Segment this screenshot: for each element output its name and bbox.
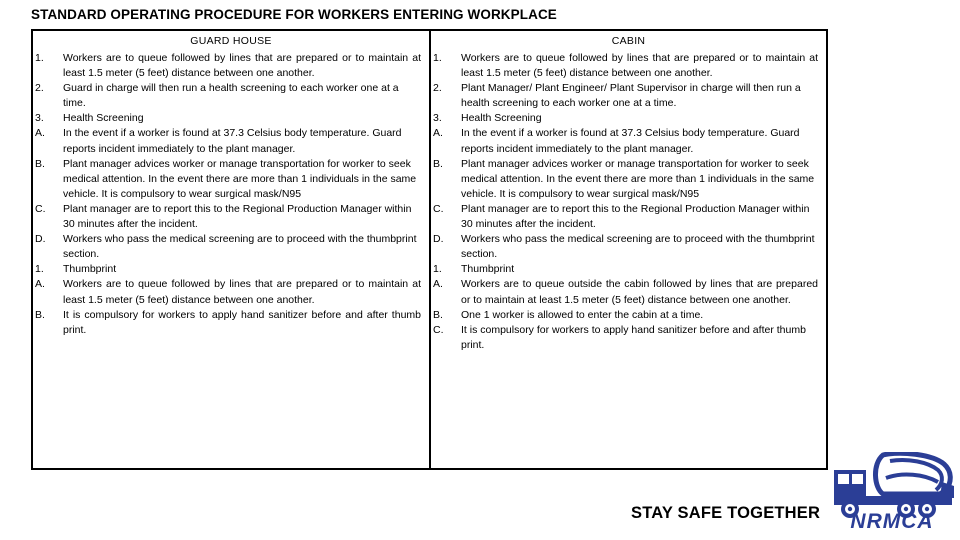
procedure-item-marker: 3. <box>35 112 44 125</box>
procedure-item-text: In the event if a worker is found at 37.3 Celsius body temperature. Guard reports incident immediately to the plant manager. <box>63 127 402 155</box>
procedure-item-text: Workers are to queue followed by lines that are prepared or to maintain at least 1.5 meter (5 feet) distance between one another. <box>63 52 421 80</box>
procedure-item-text: Thumbprint <box>63 263 117 276</box>
column-header-guard-house: GUARD HOUSE <box>190 35 272 47</box>
procedure-item <box>431 308 820 323</box>
footer-slogan: STAY SAFE TOGETHER <box>631 504 821 522</box>
procedure-item-text: Workers are to queue outside the cabin followed by lines that are prepared or to maintain at least 1.5 meter (5 feet) distance between one another. <box>461 278 818 306</box>
procedure-item-text: Thumbprint <box>461 263 515 276</box>
procedure-item <box>33 262 423 277</box>
procedure-item-text: Workers who pass the medical screening are to proceed with the thumbprint section. <box>461 233 815 261</box>
procedure-item <box>33 51 423 81</box>
procedure-item-marker: B. <box>433 157 443 170</box>
procedure-item-text: Plant manager are to report this to the Regional Production Manager within 30 minutes after the incident. <box>461 202 810 231</box>
procedure-item <box>33 232 423 262</box>
procedure-item <box>431 126 820 156</box>
procedure-item-marker: 2. <box>433 82 442 95</box>
procedure-item <box>33 277 423 307</box>
procedure-item-text: Plant Manager/ Plant Engineer/ Plant Supervisor in charge will then run a health screening to each worker one at a time. <box>461 82 801 110</box>
procedure-item-text: Health Screening <box>63 112 144 125</box>
table-column-guard-house <box>33 31 431 468</box>
sop-table <box>31 29 828 470</box>
procedure-item <box>431 262 820 277</box>
procedure-item-marker: B. <box>433 308 443 321</box>
procedure-item-marker: 1. <box>433 263 442 276</box>
procedure-item-marker: 1. <box>35 52 44 64</box>
procedure-item-marker: B. <box>35 308 45 321</box>
procedure-item <box>431 81 820 111</box>
procedure-item <box>431 232 820 262</box>
procedure-item-marker: 1. <box>35 263 44 276</box>
nrmca-logo <box>828 452 956 530</box>
procedure-item-text: It is compulsory for workers to apply hand sanitizer before and after thumb print. <box>63 308 421 336</box>
procedure-item <box>431 323 820 353</box>
procedure-item-marker: 3. <box>433 112 442 125</box>
concrete-mixer-truck-icon <box>828 452 956 530</box>
procedure-item-text: One 1 worker is allowed to enter the cabin at a time. <box>461 308 704 321</box>
procedure-item-text: Workers are to queue followed by lines that are prepared or to maintain at least 1.5 meter (5 feet) distance between one another. <box>63 278 421 306</box>
procedure-item <box>431 111 820 126</box>
procedure-item-text: Health Screening <box>461 112 542 125</box>
nrmca-logo-text: NRMCA <box>850 510 934 530</box>
procedure-item <box>431 202 820 232</box>
procedure-item <box>431 51 820 81</box>
procedure-item-marker: D. <box>35 233 46 246</box>
item-list-guard-house <box>33 51 429 338</box>
procedure-item <box>431 277 820 307</box>
procedure-item-text: It is compulsory for workers to apply hand sanitizer before and after thumb print. <box>461 323 806 351</box>
procedure-item-text: Workers who pass the medical screening are to proceed with the thumbprint section. <box>63 233 417 261</box>
procedure-item-marker: A. <box>35 278 45 291</box>
procedure-item-marker: C. <box>433 202 444 215</box>
procedure-item <box>33 111 423 126</box>
procedure-item-marker: A. <box>433 127 443 140</box>
table-column-cabin <box>431 31 826 468</box>
procedure-item-marker: A. <box>35 127 45 140</box>
procedure-item-marker: C. <box>35 202 46 215</box>
procedure-item-marker: 1. <box>433 52 442 64</box>
procedure-item <box>33 202 423 232</box>
procedure-item-marker: A. <box>433 278 443 291</box>
procedure-item-text: Plant manager advices worker or manage transportation for worker to seek medical attention. In the event there are more than 1 individuals in the same vehicle. It is compulsory to wear surgical mask/N95 <box>63 157 417 200</box>
procedure-item <box>33 308 423 338</box>
item-list-cabin <box>431 51 826 353</box>
procedure-item <box>33 126 423 156</box>
procedure-item-text: Workers are to queue followed by lines that are prepared or to maintain at least 1.5 meter (5 feet) distance between one another. <box>461 52 818 80</box>
procedure-item-text: In the event if a worker is found at 37.3 Celsius body temperature. Guard reports incident immediately to the plant manager. <box>461 127 800 155</box>
procedure-item-marker: C. <box>433 323 444 336</box>
column-header-cabin: CABIN <box>611 35 646 47</box>
procedure-item-marker: B. <box>35 157 45 170</box>
procedure-item <box>33 81 423 111</box>
procedure-item-marker: 2. <box>35 82 44 95</box>
procedure-item-text: Plant manager are to report this to the Regional Production Manager within 30 minutes after the incident. <box>63 202 412 231</box>
procedure-item <box>431 157 820 202</box>
procedure-item-text: Plant manager advices worker or manage transportation for worker to seek medical attention. In the event there are more than 1 individuals in the same vehicle. It is compulsory to wear surgical mask/N95 <box>461 157 815 200</box>
procedure-item-marker: D. <box>433 233 444 246</box>
procedure-item <box>33 157 423 202</box>
procedure-item-text: Guard in charge will then run a health screening to each worker one at a time. <box>63 82 399 110</box>
page-title: STANDARD OPERATING PROCEDURE FOR WORKERS ENTERING WORKPLACE <box>31 7 557 22</box>
